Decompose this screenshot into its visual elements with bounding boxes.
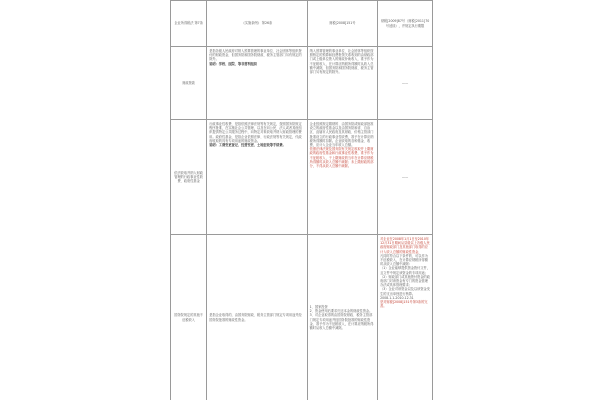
- row-notice-cell: [307, 120, 377, 235]
- extra-note-red: 是对财税[2008]151号第3条的完善。: [380, 300, 428, 309]
- row-extra-cell: ——: [378, 120, 433, 235]
- document-page: [170, 0, 433, 400]
- extra-intro-red: 对企业在2008年1月1日至2010年12月31日期间从县级以上各级人民政府财政部门及其他部门取得的应计入收入总额的财政性资金，: [380, 237, 430, 254]
- extra-item: （2）财政部门或其他拨付资金的政府部门对该资金有专门的资金管理办法或具体管理要求；: [380, 274, 430, 288]
- regulation-text: 行政事业性收费，是指依照法律法规等有关规定，按照国务院规定程序批准，在实施社会公共管理，以及在向公民、法人或者其他组织提供特定公共服务过程中，向特定对象收取并纳入财政管理的费用。政府性基金，是指企业依照法律、行政法规等有关规定，代政府收取的具有专项用途的财政资金。: [209, 122, 302, 143]
- notice-item: 2、资金使用后要求归还本金的财政性资金。: [309, 309, 373, 314]
- header-cell-law: 企业所得税法 第7条: [171, 1, 207, 47]
- table-row-fiscal-appropriation: [171, 47, 433, 120]
- extra-period: 2008.1.1-2010.12.31: [380, 295, 414, 300]
- notice-text: 企业按照规定缴纳的、由国务院或财政部批准设立的政府性基金以及由国务院和省、自治区、直辖市人民政府及其财政、价格主管部门批准设立的行政事业性收费，准予在计算应纳税所得额时扣除。企业收取的各种基金、收费，应计入企业当年收入总额。: [309, 122, 374, 148]
- table-header-row: [171, 1, 433, 47]
- regulation-table: [170, 0, 433, 400]
- row-notice-cell: [307, 235, 377, 400]
- header-cell-notice-151: 财税[2008]151号: [307, 1, 377, 47]
- regulation-note-bold: 说明：学校、医院、等非营利组织: [209, 61, 258, 66]
- row-regulation-cell: [207, 120, 307, 235]
- notice-item: 3、对企业取得的由国务院财政、税务主管部门规定专项用途并经国务院批准的财政性资金，准予作为不征税收入，在计算应纳税所得额时从收入总额中减除。: [309, 313, 374, 330]
- regulation-note-bold: 说明：工商变更登记、经营变更、土地征收等手续费。: [209, 143, 286, 148]
- header-cell-regulation: 《实施条例》 第26条: [207, 1, 307, 47]
- row-label: 依法收取并纳入财政管理的行政事业性收费、政府性基金: [171, 120, 207, 235]
- row-extra-cell: [378, 235, 433, 400]
- notice-red-text: 依照法律法规及国务院有关规定收取并上缴财政的政府性基金和行政事业性收费，准予作为不征税收入，于上缴财政的当年在计算应纳税所得额时从收入总额中减除；未上缴财政的部分，不得从收入总额中减除。: [309, 147, 374, 169]
- row-regulation-cell: [207, 47, 307, 120]
- row-extra-cell: ——: [378, 47, 433, 120]
- notice-item: 1、国家投资: [309, 304, 328, 309]
- header-cell-notice-87: 财税[2009]87号（财税[2011]70号延续），并规定执行期限: [378, 1, 433, 47]
- regulation-text: 是指各级人民政府对纳入预算管理的事业单位、社会团体等组织拨付的财政资金，但国务院和国务院财政、税务主管部门另有规定的除外。: [209, 49, 302, 62]
- extra-item: （3）企业对该资金以及以该资金发生的支出单独进行核算。: [380, 287, 430, 296]
- table-row-other-nontaxable: [171, 235, 433, 400]
- row-label: 财政拨款: [171, 47, 207, 120]
- row-notice-cell: 纳入预算管理的事业单位、社会团体等组织按照核定的预算和经费报领关系收到的由财政部门或上级单位拨入的财政补助收入，准予作为不征税收入，在计算应纳税所得额时从收入总额中减除，但国务院和国务院财政、税务主管部门另有规定的除外。: [307, 47, 377, 120]
- row-label: 国务院规定的其他不征税收入: [171, 235, 207, 400]
- table-row-fees-funds: [171, 120, 433, 235]
- extra-item: （1）企业能够提供资金拨付文件，且文件中规定该资金的专项用途；: [380, 266, 430, 275]
- extra-intro: 凡同时符合以下条件的，可以作为不征税收入，在计算应纳税所得额时从收入总额中减除：: [380, 253, 428, 267]
- row-regulation-cell: 是指企业取得的，由国务院财政、税务主管部门规定专项用途并经国务院批准的财政性资金。: [207, 235, 307, 400]
